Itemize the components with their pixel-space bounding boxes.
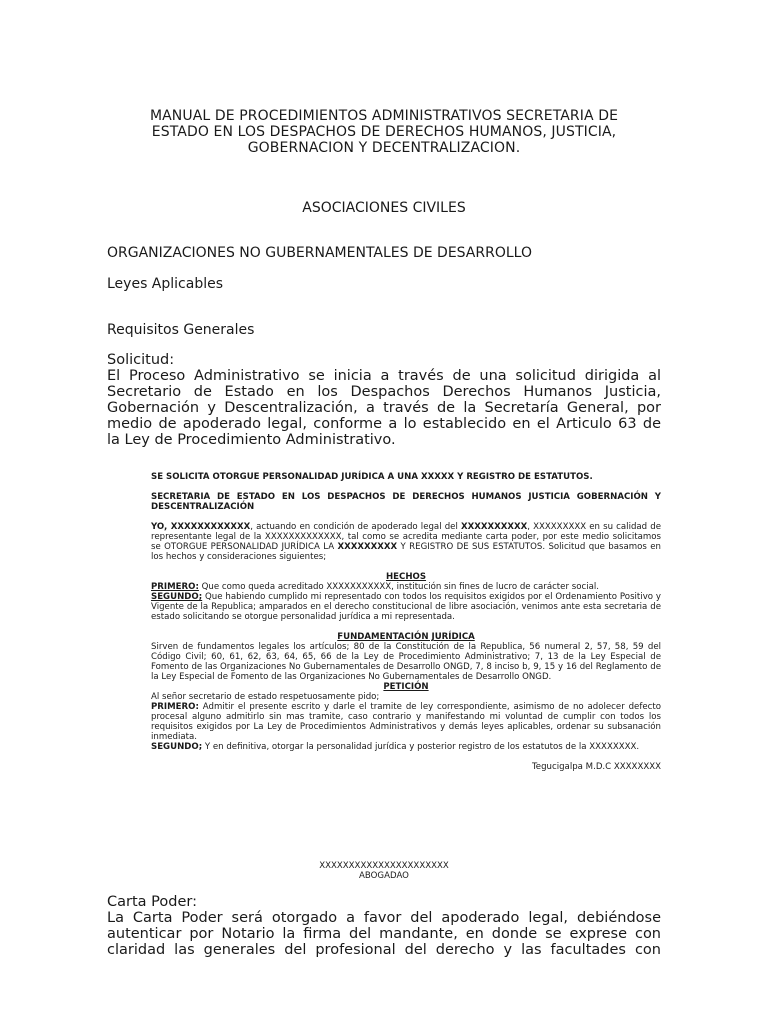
fundamentacion-text: Sirven de fundamentos legales los artículos; 80 de la Constitución de la Republica, 56 numeral 2, 57, 58, 59 del Código Civil; 60, 61, 62, 63, 64, 65, 66 de la Ley de Procedimiento Administrativo; 7, 13 de la Ley Especial de Fomento de las Organizaciones No Gubernamentales de Desarrollo ONGD, 7, 8 inciso b, 9, 15 y 16 del Reglamento de la Ley Especial de Fomento de las Organizaciones No Gubernamentales de Desarrollo ONGD. xyxy=(151,642,661,682)
legal-request-document xyxy=(151,472,661,772)
document-subtitle: ASOCIACIONES CIVILES xyxy=(302,200,466,216)
peticion-primero xyxy=(151,702,661,742)
carta-line: claridad las generales del profesional del derecho y las facultades con xyxy=(107,942,661,958)
solicitud-line: Secretario de Estado en los Despachos Derechos Humanos Justicia, xyxy=(107,384,661,400)
peticion-segundo xyxy=(151,742,661,752)
request-heading: SE SOLICITA OTORGUE PERSONALIDAD JURÍDICA A UNA XXXXX Y REGISTRO DE ESTATUTOS. xyxy=(151,472,593,482)
intro-text: , XXXXXXXXX en su calidad de representante legal de la XXXXXXXXXXXXX, tal como se acredita mediante carta poder, por este medio solicitamos se OTORGUE PERSONALIDAD JURÍDICA LA xyxy=(151,522,662,552)
primero-label: PRIMERO: xyxy=(151,582,199,592)
leyes-heading: Leyes Aplicables xyxy=(107,276,224,292)
hechos-title: HECHOS xyxy=(385,572,427,582)
intro-paragraph xyxy=(151,522,661,562)
hechos-primero xyxy=(151,582,661,592)
carta-poder-section xyxy=(107,894,661,958)
document-title xyxy=(107,108,661,156)
ongd-heading: ORGANIZACIONES NO GUBERNAMENTALES DE DESARROLLO xyxy=(107,245,532,261)
intro-text: Y REGISTRO DE SUS ESTATUTOS. Solicitud que basamos en los hechos y consideraciones siguientes; xyxy=(151,542,662,562)
solicitud-line: El Proceso Administrativo se inicia a través de una solicitud dirigida al xyxy=(107,368,661,384)
fundamentacion-title: FUNDAMENTACIÓN JURÍDICA xyxy=(337,632,475,642)
signature-block xyxy=(107,861,661,881)
applicant-name: YO, XXXXXXXXXXXX xyxy=(151,522,251,532)
pet-primero-label: PRIMERO: xyxy=(151,702,199,712)
segundo-label: SEGUNDO; xyxy=(151,592,203,602)
signature-role: ABOGADAO xyxy=(359,871,409,881)
title-line: GOBERNACION Y DECENTRALIZACION. xyxy=(247,140,521,156)
place-date: Tegucigalpa M.D.C XXXXXXXX xyxy=(532,762,661,772)
peticion-title: PETICIÓN xyxy=(383,682,429,692)
carta-line: La Carta Poder será otorgado a favor del apoderado legal, debiéndose xyxy=(107,910,661,926)
pet-primero-text: Admitir el presente escrito y darle el tramite de ley correspondiente, asimismo de no adolecer defecto procesal alguno admitirlo sin mas tramite, caso contrario y manifestando mi voluntad de cumplir con todos los requisitos exigidos por La Ley de Procedimientos Administrativos y demás leyes aplicables, ordenar su subsanación inmediata. xyxy=(151,702,661,742)
carta-label: Carta Poder: xyxy=(107,894,197,910)
solicitud-label: Solicitud: xyxy=(107,352,175,368)
solicitud-line: Gobernación y Descentralización, a través de la Secretaría General, por xyxy=(107,400,661,416)
signature-name: XXXXXXXXXXXXXXXXXXXXXX xyxy=(319,861,449,871)
solicitud-section xyxy=(107,352,661,448)
pet-segundo-label: SEGUNDO; xyxy=(151,742,203,752)
carta-line: autenticar por Notario la firma del mandante, en donde se exprese con xyxy=(107,926,661,942)
peticion-intro: Al señor secretario de estado respetuosamente pido; xyxy=(151,692,380,702)
title-line: ESTADO EN LOS DESPACHOS DE DERECHOS HUMANOS, JUSTICIA, xyxy=(151,124,617,140)
recipient-heading: SECRETARIA DE ESTADO EN LOS DESPACHOS DE DERECHOS HUMANOS JUSTICIA GOBERNACIÓN Y DESCENTRALIZACIÓN xyxy=(151,492,661,512)
organization-name: XXXXXXXXX xyxy=(337,542,398,552)
solicitud-line: la Ley de Procedimiento Administrativo. xyxy=(107,432,396,448)
hechos-segundo xyxy=(151,592,661,622)
title-line: MANUAL DE PROCEDIMIENTOS ADMINISTRATIVOS SECRETARIA DE xyxy=(149,108,619,124)
intro-text: , actuando en condición de apoderado legal del xyxy=(250,522,461,532)
represented-name: XXXXXXXXXX xyxy=(461,522,528,532)
segundo-text: Que habiendo cumplido mi representado con todos los requisitos exigidos por el Ordenamiento Positivo y Vigente de la Republica; amparados en el derecho constitucional de libre asociación, venimos ante esta secretaria de estado solicitando se otorgue personalidad jurídica a mi representada. xyxy=(151,592,661,622)
pet-segundo-text: Y en definitiva, otorgar la personalidad jurídica y posterior registro de los estatutos de la XXXXXXXX. xyxy=(202,742,640,752)
solicitud-line: medio de apoderado legal, conforme a lo establecido en el Articulo 63 de xyxy=(107,416,661,432)
primero-text: Que como queda acreditado XXXXXXXXXXX, institución sin fines de lucro de carácter social. xyxy=(198,582,599,592)
requisitos-heading: Requisitos Generales xyxy=(107,322,255,338)
